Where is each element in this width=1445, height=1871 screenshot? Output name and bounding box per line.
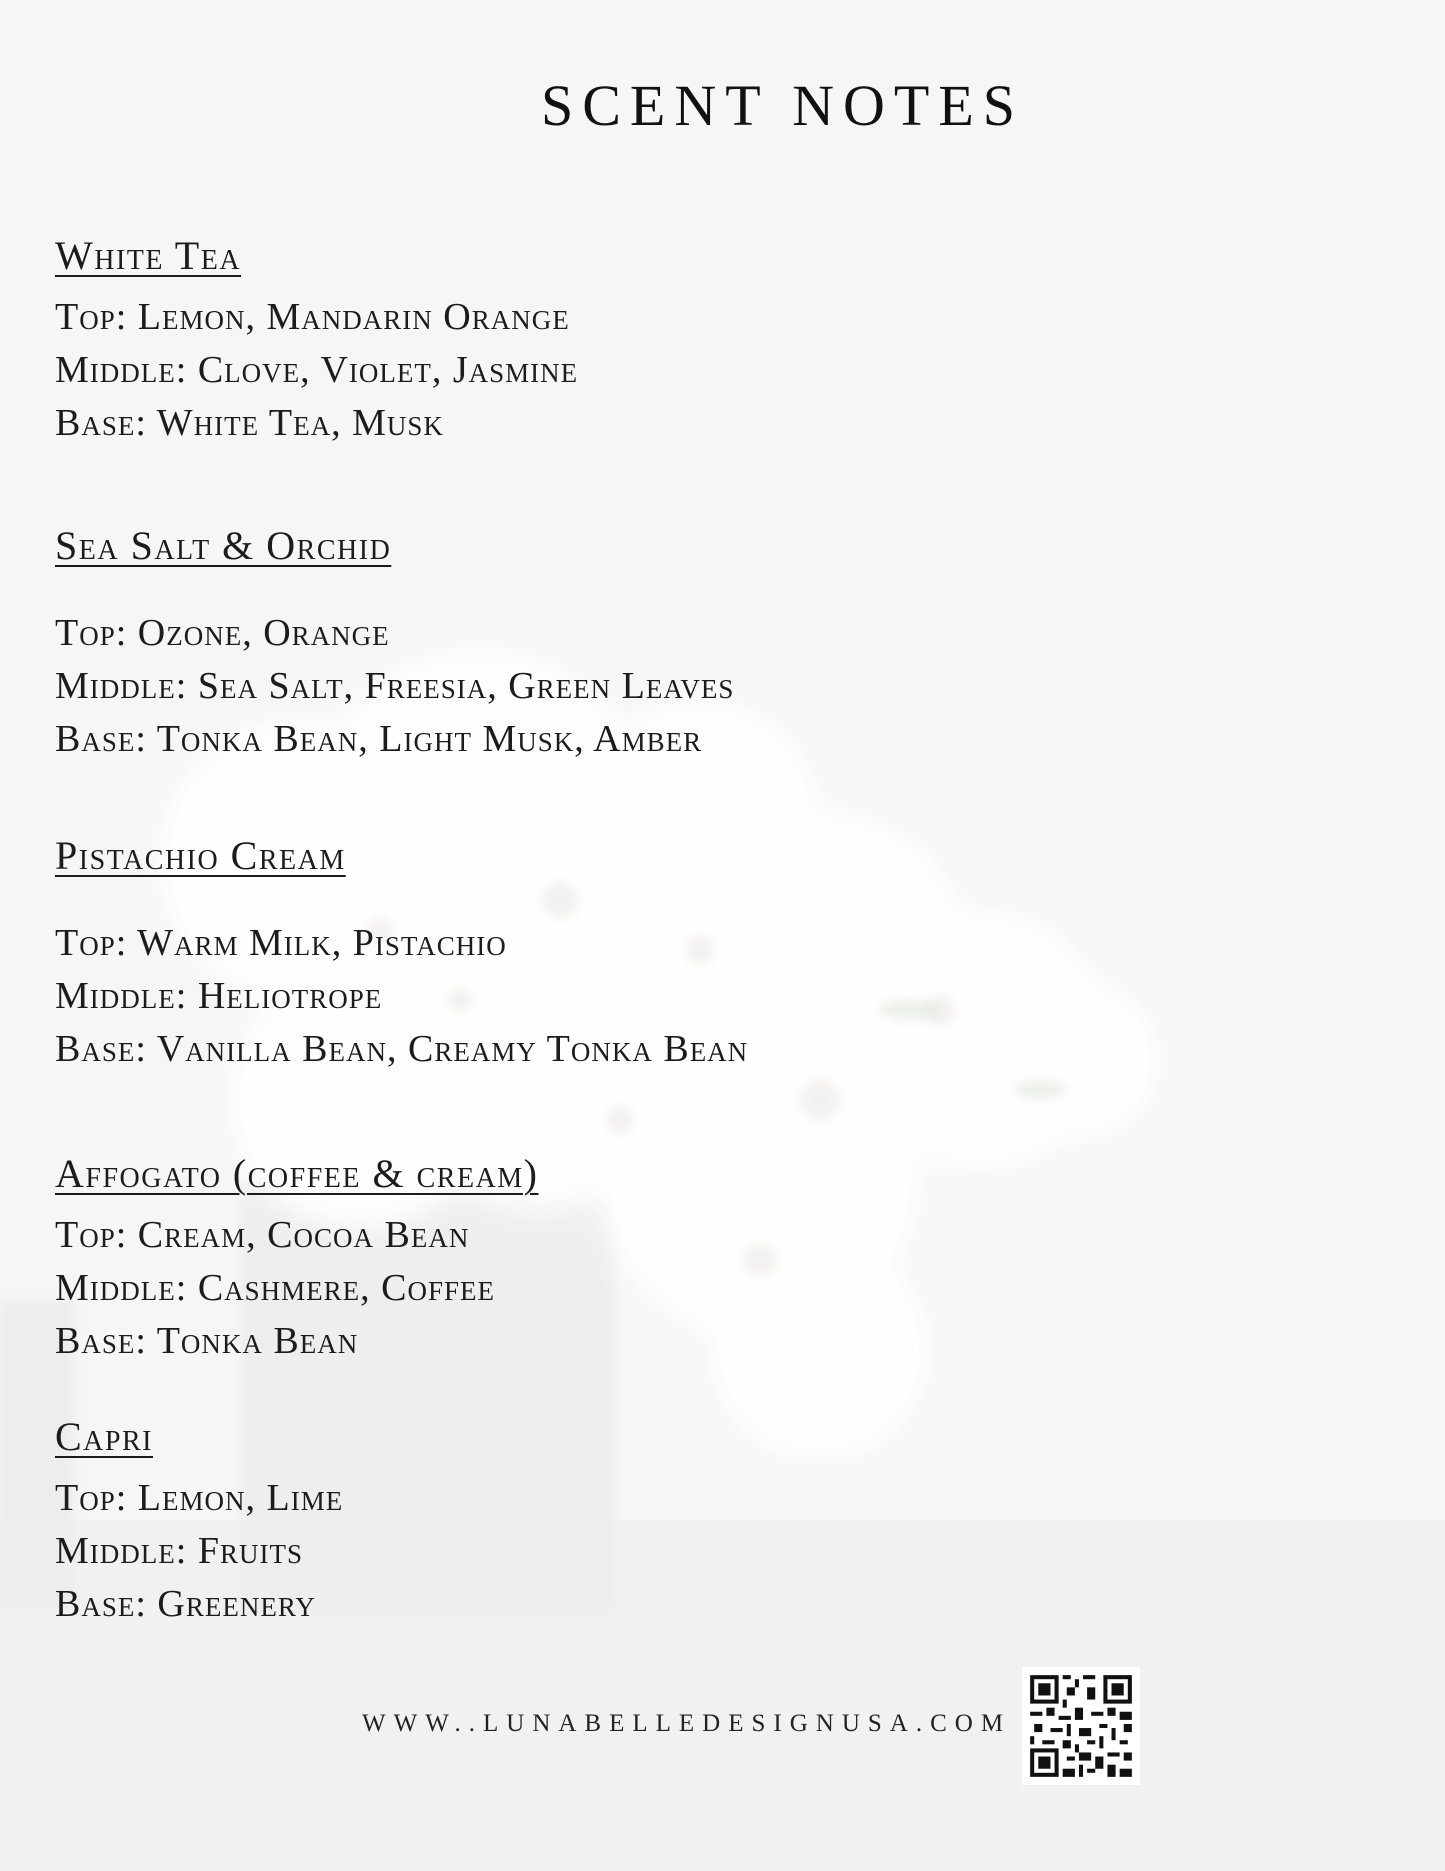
scent-heading: Affogato (coffee & cream)	[55, 1151, 539, 1196]
middle-note: Middle: Clove, Violet, Jasmine	[55, 349, 579, 391]
base-note: Base: White Tea, Musk	[55, 402, 444, 444]
scent-section-pistachio-cream	[55, 832, 748, 1076]
notes-list	[55, 607, 734, 766]
base-note: Base: Tonka Bean, Light Musk, Amber	[55, 718, 703, 760]
top-note: Top: Warm Milk, Pistachio	[55, 922, 507, 964]
notes-list	[55, 1209, 538, 1368]
qr-code-icon[interactable]	[1022, 1667, 1140, 1785]
scent-section-white-tea	[55, 232, 578, 450]
page-title: SCENT NOTES	[540, 73, 1025, 138]
notes-list	[55, 1472, 343, 1631]
top-note: Top: Lemon, Lime	[55, 1477, 344, 1519]
scent-section-sea-salt-orchid	[55, 522, 734, 766]
scent-heading: Capri	[55, 1414, 153, 1459]
middle-note: Middle: Cashmere, Coffee	[55, 1267, 496, 1309]
base-note: Base: Greenery	[55, 1583, 316, 1625]
qr-code-graphic	[1022, 1667, 1140, 1785]
scent-section-affogato	[55, 1150, 538, 1368]
scent-heading: Sea Salt & Orchid	[55, 523, 392, 568]
notes-list	[55, 291, 578, 450]
scent-heading: White Tea	[55, 233, 242, 278]
top-note: Top: Lemon, Mandarin Orange	[55, 296, 570, 338]
base-note: Base: Tonka Bean	[55, 1320, 359, 1362]
notes-list	[55, 917, 748, 1076]
scent-heading: Pistachio Cream	[55, 833, 346, 878]
middle-note: Middle: Fruits	[55, 1530, 303, 1572]
website-url[interactable]: WWW..LUNABELLEDESIGNUSA.COM	[362, 1710, 1012, 1737]
base-note: Base: Vanilla Bean, Creamy Tonka Bean	[55, 1028, 749, 1070]
scent-section-capri	[55, 1413, 343, 1631]
top-note: Top: Cream, Cocoa Bean	[55, 1214, 470, 1256]
middle-note: Middle: Sea Salt, Freesia, Green Leaves	[55, 665, 735, 707]
middle-note: Middle: Heliotrope	[55, 975, 383, 1017]
top-note: Top: Ozone, Orange	[55, 612, 390, 654]
